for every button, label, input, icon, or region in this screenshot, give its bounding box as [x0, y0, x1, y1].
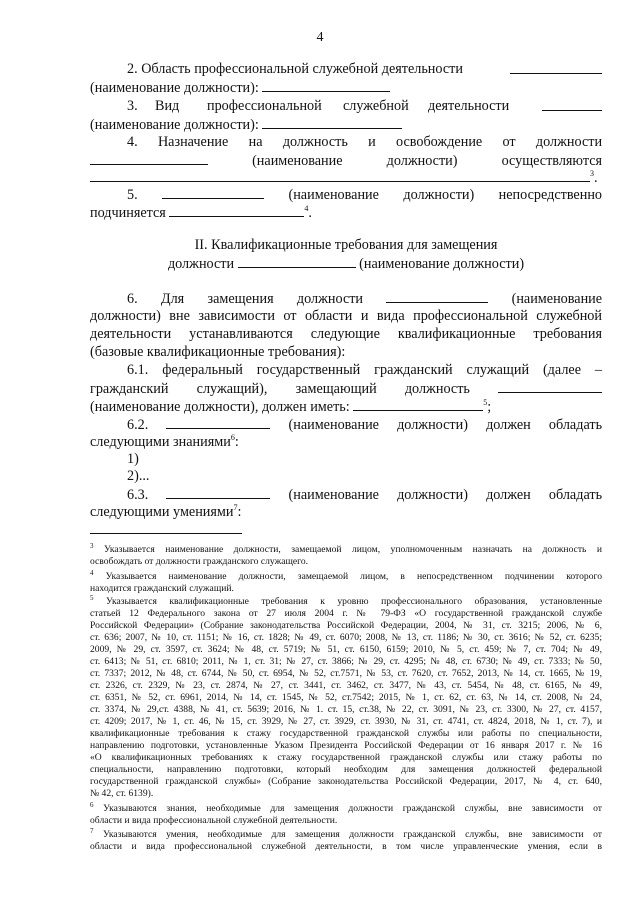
footnote-5-line: ст. 6413; № 51, ст. 6810; 2011, № 1, ст. 31; № 27, ст. 3866; № 29, ст. 4295; № 48, ст. 6730; № 49, ст. 7333; № 50, — [90, 656, 602, 667]
footnote-5-line: статьей 12 Федерального закона от 27 июля 2004 г. № 79-ФЗ «О государственной гражданской службе — [90, 608, 602, 619]
footnote-5-line: ст. 6351, № 52, ст. 6961, 2014, № 14, ст. 1545, № 52, ст.7542; 2015, № 1, ст. 62, ст. 63, № 14, ст. 2008, № 24, — [90, 692, 602, 703]
page-number: 4 — [316, 30, 324, 45]
blank-field — [498, 381, 602, 393]
blank-field — [262, 117, 402, 129]
item-6-1-line-1: 6.1. федеральный государственный гражданский служащий (далее – — [127, 362, 602, 378]
blank-field — [510, 62, 602, 74]
footnote-4-line: находится гражданский служащий. — [90, 583, 234, 594]
item-4-line-2: (наименование должности) осуществляются — [90, 153, 602, 168]
footnote-5-line: ст. 7337; 2012, № 48, ст. 6744, № 50, ст. 6954, № 52, ст.7571, № 53, ст. 7620, ст. 7652, 2013, № 14, ст. 1665, № 19, — [90, 668, 602, 679]
item-5-line-2: подчиняется $^4$. — [90, 204, 312, 221]
footnote-6: $^6$ Указываются знания, необходимые для замещения должности гражданской службы, вне зависимости от — [90, 801, 602, 814]
footnote-4: $^4$ Указывается наименование должности, замещаемой лицом, в непосредственном подчинении которого — [90, 569, 602, 582]
item-6-2-line-1: 6.2. (наименование должности) должен обладать — [127, 417, 603, 433]
blank-field — [262, 80, 390, 92]
footnote-5-line: квалификационные требования к стажу государственной гражданской службы или работы по специальности, — [90, 728, 602, 739]
blank-field — [90, 170, 590, 182]
footnote-5-line: 2009, № 29, ст. 3597, ст. 3624; № 48, ст. 5719; № 51, ст. 6150, 6159; 2010, № 5, ст. 459; № 7, ст. 704; № 49, — [90, 644, 602, 655]
footnote-6-line: области и вида профессиональной служебной деятельности. — [90, 815, 338, 826]
blank-field — [166, 417, 270, 429]
footnote-5-line: ст. 636; 2007, № 10, ст. 1151; № 16, ст. 1828; № 49, ст. 6070; 2008, № 13, ст. 1186; № 30, ст. 3616; № 52, ст. 6235; — [90, 632, 602, 643]
list-item: 2)... — [127, 468, 150, 484]
blank-field — [169, 205, 304, 217]
blank-field — [386, 291, 488, 303]
item-6-line-2: должности) вне зависимости от области и вида профессиональной служебной — [90, 308, 602, 324]
footnote-7: $^7$ Указываются умения, необходимые для замещения должности гражданской службы, вне зависимости от — [90, 827, 602, 840]
footnote-5: $^5$ Указывается квалификационные требования к уровню профессионального образования, установленные — [90, 594, 602, 607]
footnote-5-line: направлению подготовки, установленные Указом Президента Российской Федерации от 16 января 2017 г. № 16 — [90, 740, 602, 751]
item-6-line-3: деятельности устанавливаются следующие квалификационные требования — [90, 326, 602, 342]
item-6-3-line-1: 6.3. (наименование должности) должен обладать — [127, 487, 603, 503]
item-5-line-1: 5. (наименование должности) непосредственно — [127, 187, 603, 203]
footnote-5-line: ст. 3374, № 29,ст. 4388, № 41, ст. 5639; 2016, № 1. ст. 15, ст.38, № 22, ст. 3091, № 23, ст. 3300, № 27, ст. 4157, — [90, 704, 602, 715]
footnote-5-line: специальности, направлению подготовки, который необходим для замещения должностей федеральной — [90, 764, 602, 775]
item-6-line-4: (базовые квалификационные требования): — [90, 344, 346, 360]
item-6-1-line-2: гражданский служащий), замещающий должность — [90, 381, 602, 396]
footnote-3-line: освобождать от должности гражданского служащего. — [90, 556, 309, 567]
item-2-line-1: 2. Область профессиональной служебной деятельности — [90, 62, 602, 76]
footnote-5-line: «О квалификационных требованиях к стажу государственной гражданской службы или стажу работы по — [90, 752, 602, 763]
item-3-line-2: (наименование должности): — [90, 117, 602, 132]
footnote-3: $^3$ Указывается наименование должности, замещаемой лицом, уполномоченным назначать на должность и — [90, 542, 603, 555]
blank-field — [90, 153, 208, 165]
footnote-5-line: № 42, ст. 6139). — [90, 788, 154, 799]
blank-field — [238, 256, 356, 268]
section-2-title: II. Квалификационные требования для замещения — [194, 237, 498, 253]
footnote-5-line: государственной гражданской службы» (Собрание законодательства Российской Федерации, 2017, № 4, ст. 640, — [90, 776, 602, 787]
item-4-line-1: 4. Назначение на должность и освобождение от должности — [127, 134, 603, 150]
footnote-separator — [90, 533, 242, 534]
document-page: 4 2. Область профессиональной служебной деятельности (наименование должности): 3. Вид профессиональной служебной деятельности (наименование должности): 4. Назначение на должность и освобождение от должности (наименование должности) осуществляются $^3$. 5. (наименование должности) непосредственно подчиняется $^4$. II. Квалификационные требования для замещения должности (наименование должности) 6. Для замещения должности (наименование должности) вне зависимости от области и вида профессиональной служебной деятельности устанавливаются следующие квалификационные требования (базовые квалификационные требования): 6.1. федеральный государственный гражданский служащий (далее – гражданский служащий), замещающий должность (наименование должности), должен иметь: $^5$; 6.2. (наименование должности) должен обладать следующими знаниями$^6$: 1) 2)... 6.3. (наименование должности) должен обладать следующими умениями$^7$: $^3$ Указывается наименование должности, замещаемой лицом, уполномоченным назначать на должность и освобождать от должности гражданского служащего. $^4$ Указывается наименование должности, замещаемой лицом, в непосредственном подчинении которого находится гражданский служащий. $^5$ Указывается квалификационные требования к уровню профессионального образования, установленные статьей 12 Федерального закона от 27 июля 2004 г. № 79-ФЗ «О государственной гражданской службе Российской Федерации» (Собрание законодательства Российской Федерации, 2004, № 31, ст. 3215; 2006, № 6, ст. 636; 2007, № 10, ст. 1151; № 16, ст. 1828; № 49, ст. 6070; 2008, № 13, ст. 1186; № 30, ст. 3616; № 52, ст. 6235; 2009, № 29, ст. 3597, ст. 3624; № 48, ст. 5719; № 51, ст. 6150, 6159; 2010, № 5, ст. 459; № 7, ст. 704; № 49, ст. 6413; № 51, ст. 6810; 2011, № 1, ст. 31; № 27, ст. 3866; № 29, ст. 4295; № 48, ст. 6730; № 49, ст. 7333; № 50, ст. 7337; 2012, № 48, ст. 6744, № 50, ст. 6954, № 52, ст.7571, № 53, ст. 7620, ст. 7652, 2013, № 14, ст. 1665, № 19, ст. 2326, ст. 2329, № 23, ст. 2874, № 27, ст. 3441, ст. 3462, ст. 3477, № 43, ст. 5454, № 48, ст. 6165, № 49, ст. 6351, № 52, ст. 6961, 2014, № 14, ст. 1545, № 52, ст.7542; 2015, № 1, ст. 62, ст. 63, № 14, ст. 2008, № 24, ст. 3374, № 29,ст. 4388, № 41, ст. 5639; 2016, № 1. ст. 15, ст.38, № 22, ст. 3091, № 23, ст. 3300, № 27, ст. 4157, ст. 4209; 2017, № 1, ст. 46, № 15, ст. 3929, № 27, ст. 3929, ст. 3930, № 31, ст. 4741, ст. 4824, 2018, № 1, ст. 7), и квалификационные требования к стажу государственной гражданской службы или работы по специальности, направлению подготовки, установленные Указом Президента Российской Федерации от 16 января 2017 г. № 16 «О квалификационных требованиях к стажу государственной гражданской службы или стажу работы по специальности, направлению подготовки, который необходим для замещения должностей федеральной государственной гражданской службы» (Собрание законодательства Российской Федерации, 2017, № 4, ст. 640, № 42, ст. 6139). $^6$ Указываются знания, необходимые для замещения должности гражданской службы, вне зависимости от области и вида профессиональной служебной деятельности. $^7$ Указываются умения, необходимые для замещения должности гражданской службы, вне зависимости от области и вида профессиональной служебной деятельности, в том числе управленческие умения, если в — [0, 0, 640, 905]
blank-field — [166, 487, 270, 499]
blank-field — [542, 99, 602, 111]
item-2-line-2: (наименование должности): — [90, 80, 602, 95]
item-6-3-line-2: следующими умениями$^7$: — [90, 503, 242, 520]
footnote-5-line: ст. 4209; 2017, № 1, ст. 46, № 15, ст. 3929, № 27, ст. 3929, ст. 3930, № 31, ст. 4741, ст. 4824, 2018, № 1, ст. 7), и — [90, 716, 602, 727]
item-4-line-3: $^3$. — [90, 170, 602, 185]
footnote-7-line: области и вида профессиональной служебной деятельности, в том числе управленческие умения, если в — [90, 841, 602, 852]
blank-field — [353, 399, 483, 411]
item-6-line-1: 6. Для замещения должности (наименование — [127, 291, 603, 307]
list-item: 1) — [127, 451, 139, 467]
footnote-5-line: ст. 2326, ст. 2329, № 23, ст. 2874, № 27, ст. 3441, ст. 3462, ст. 3477, № 43, ст. 5454, № 48, ст. 6165, № 49, — [90, 680, 602, 691]
blank-field — [162, 187, 264, 199]
section-2-title-line-2: должности (наименование должности) — [167, 256, 525, 272]
footnote-5-line: Российской Федерации» (Собрание законодательства Российской Федерации, 2004, № 31, ст. 3215; 2006, № 6, — [90, 620, 602, 631]
item-6-1-line-3: (наименование должности), должен иметь: $^5$; — [90, 398, 492, 415]
item-6-2-line-2: следующими знаниями$^6$: — [90, 433, 239, 450]
